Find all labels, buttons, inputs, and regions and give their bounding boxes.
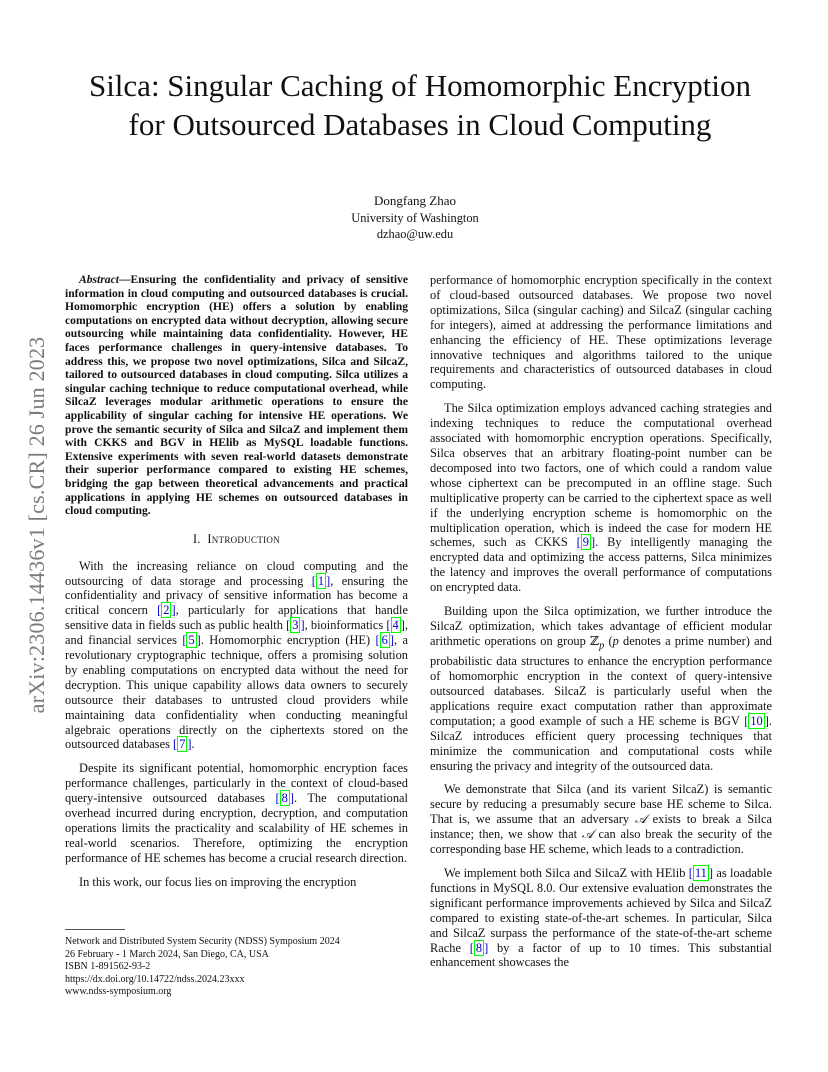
citation-link[interactable]: [ 8 ] (275, 791, 294, 806)
citation-link[interactable]: [ 9 ] (576, 535, 596, 550)
body-paragraph (430, 604, 772, 773)
paragraph-text: Building upon the Silca optimization, we further introduce the SilcaZ optimization, which takes advantage of efficient modular arithmetic operations on group ℤ (430, 604, 772, 648)
footnote-line: 26 February - 1 March 2024, San Diego, CA, USA (65, 948, 269, 960)
paragraph-text: , particularly for applications that handle sensitive data in fields such as public health (65, 603, 408, 633)
citation-link[interactable]: [ 2 ] (157, 603, 176, 618)
left-body (65, 559, 408, 890)
paragraph-text: can also break the security of the corresponding base HE scheme, which leads to a contradiction. (430, 827, 772, 857)
abstract (65, 273, 408, 518)
paragraph-text: performance of homomorphic encryption specifically in the context of cloud-based outsourced databases. We propose two novel optimizations, Silca (singular caching) and SilcaZ (singular caching for integers), aimed at addressing the performance limitations and enhancing the efficiency of HE. These optimizations leverage innovative techniques and algorithms tailored to the unique requirements and characteristics of outsourced databases in cloud computing. (430, 273, 772, 392)
paragraph-text: as loadable functions in MySQL 8.0. Our extensive evaluation demonstrates the significant performance improvements achieved by Silca and SilcaZ compared to existing state-of-the-art schemes. In particular, Silca and SilcaZ surpass the performance of the state-of-the-art scheme Rache (430, 866, 772, 955)
author-email: dzhao@uw.edu (376, 227, 454, 241)
paragraph-text: We implement both Silca and SilcaZ with HElib (444, 866, 689, 880)
paragraph-text: , and financial services (65, 618, 408, 648)
paragraph-text: We demonstrate that Silca (and its varient SilcaZ) is semantic secure by reducing a presumably secure base HE scheme to Silca. That is, we assume that an adversary (430, 782, 772, 827)
paragraph-text: ( (604, 633, 613, 648)
paper-title (55, 66, 785, 144)
footnote-rule (65, 929, 125, 930)
paragraph-text: exists to break a Silca instance; then, we show that (430, 812, 773, 842)
section-number: I. (192, 531, 201, 546)
body-paragraph (65, 761, 408, 865)
citation-link[interactable]: [ 6 ] (375, 633, 394, 648)
arxiv-identifier (22, 290, 52, 760)
citation-link[interactable]: [ 8 ] (469, 940, 489, 955)
section-title: Introduction (207, 531, 281, 546)
author-block (260, 193, 570, 242)
paragraph-text: . SilcaZ introduces efficient query processing techniques that minimize the communication and computational costs while ensuring the privacy and integrity of the outsourced data. (430, 713, 772, 773)
title-line-2: for Outsourced Databases in Cloud Computing (128, 107, 712, 142)
author-affiliation: University of Washington (351, 211, 479, 225)
body-paragraph (430, 401, 772, 595)
section-heading (65, 532, 408, 547)
body-paragraph (65, 875, 408, 890)
footnote-line: Network and Distributed System Security (NDSS) Symposium 2024 (65, 936, 340, 947)
math-symbol: 𝒜 (581, 827, 594, 842)
paragraph-text: , bioinformatics (304, 618, 387, 633)
abstract-label: Abstract (79, 273, 119, 286)
left-column (65, 273, 408, 899)
footnote-line: https://dx.doi.org/10.14722/ndss.2024.23xxx (65, 973, 245, 985)
paragraph-text: . (191, 737, 195, 752)
title-line-1: Silca: Singular Caching of Homomorphic Encryption (88, 68, 752, 103)
author-name: Dongfang Zhao (374, 193, 456, 208)
right-body (430, 273, 772, 970)
math-subscript: p (599, 640, 605, 652)
paragraph-text: With the increasing reliance on cloud computing and the outsourcing of data storage and processing (65, 558, 408, 588)
footnote-line: www.ndss-symposium.org (65, 986, 172, 998)
math-symbol: p (612, 633, 619, 648)
citation-link[interactable]: [ 7 ] (173, 737, 192, 752)
citation-link[interactable]: [ 10 ] (744, 713, 769, 728)
body-paragraph (65, 559, 408, 753)
paragraph-text: . By intelligently managing the encrypted data and optimizing the access patterns, Silca minimizes the latency and improves the overall performance of computations on encrypted data. (430, 535, 772, 595)
paragraph-text: The Silca optimization employs advanced caching strategies and indexing techniques to reduce the computational overhead associated with homomorphic encryption operations. Specifically, Silca observes that an arbitrary floating-point number can be decomposed into two factors, one of which could a random value whose ciphertext can be precomputed in an offline stage. Such multiplicative property can be carried to the ciphertext space as well if the underlying encryption scheme is homomorphic on the multiplication operation, which is indeed the case for modern HE schemes, such as CKKS (430, 401, 772, 550)
arxiv-id-text: arXiv:2306.14436v1 [cs.CR] 26 Jun 2023 (24, 336, 49, 714)
body-paragraph (430, 866, 772, 970)
paragraph-text: In this work, our focus lies on improving the encryption (79, 874, 357, 889)
paragraph-text: . The computational overhead incurred during encryption, decryption, and computation operations limits the practicality and scalability of HE schemes in real-world scenarios. Therefore, optimizing the encryption performance of HE schemes has become a crucial research direction. (65, 791, 409, 865)
paragraph-text: , a revolutionary cryptographic technique, offers a promising solution by enabling computations on encrypted data without the need for decryption. This unique capability allows data owners to securely outsource their databases to untrusted cloud providers while maintaining data confidentiality when conducting meaningful algebraic operations directly on the ciphertexts stored on the outsourced databases (65, 633, 408, 752)
citation-link[interactable]: [ 11 ] (688, 866, 713, 880)
body-paragraph (430, 782, 772, 857)
paragraph-text: denotes a prime number) and probabilistic data structures to enhance the encryption performance of homomorphic encryption in the context of query-intensive outsourced databases. SilcaZ is particularly useful when the applications require exact computation rather than approximate computation; a good example of such a HE scheme is BGV (430, 633, 773, 728)
citation-link[interactable]: [ 3 ] (286, 618, 305, 633)
citation-link[interactable]: [ 5 ] (182, 633, 201, 648)
citation-link[interactable]: [ 1 ] (311, 573, 331, 588)
paragraph-text: Despite its significant potential, homomorphic encryption faces performance challenges, particularly in the context of cloud-based query-intensive outsourced databases (65, 761, 408, 806)
paragraph-text: . Homomorphic encryption (HE) (200, 633, 376, 648)
math-symbol: 𝒜 (634, 812, 647, 827)
citation-link[interactable]: [ 4 ] (386, 618, 405, 633)
right-column (430, 273, 772, 979)
footnote-line: ISBN 1-891562-93-2 (65, 961, 151, 973)
paragraph-text: , ensuring the confidentiality and privacy of sensitive information has become a critical concern (65, 573, 408, 618)
body-paragraph (430, 273, 772, 392)
paragraph-text: by a factor of up to 10 times. This substantial enhancement showcases the (430, 940, 772, 970)
footnote (65, 936, 405, 999)
abstract-text: —Ensuring the confidentiality and privacy of sensitive information in cloud computing and outsourced databases is crucial. Homomorphic encryption (HE) offers a solution by enabling computations on encrypted data without decryption, allowing secure outsourcing while maintaining data confidentiality. However, HE faces performance challenges in query-intensive databases. To address this, we propose two novel optimizations, Silca and SilcaZ, tailored to outsourced databases in cloud computing. Silca utilizes a singular caching technique to reduce computational overhead, while SilcaZ leverages modular arithmetic operations to ensure the applicability of singular caching for intensive HE operations. We prove the semantic security of Silca and SilcaZ and implement them with CKKS and BGV in HElib as MySQL loadable functions. Extensive experiments with seven real-world datasets demonstrate their superior performance compared to existing HE schemes, bridging the gap between theoretical advancements and practical applications in applying HE schemes on outsourced databases in cloud computing. (65, 273, 408, 518)
